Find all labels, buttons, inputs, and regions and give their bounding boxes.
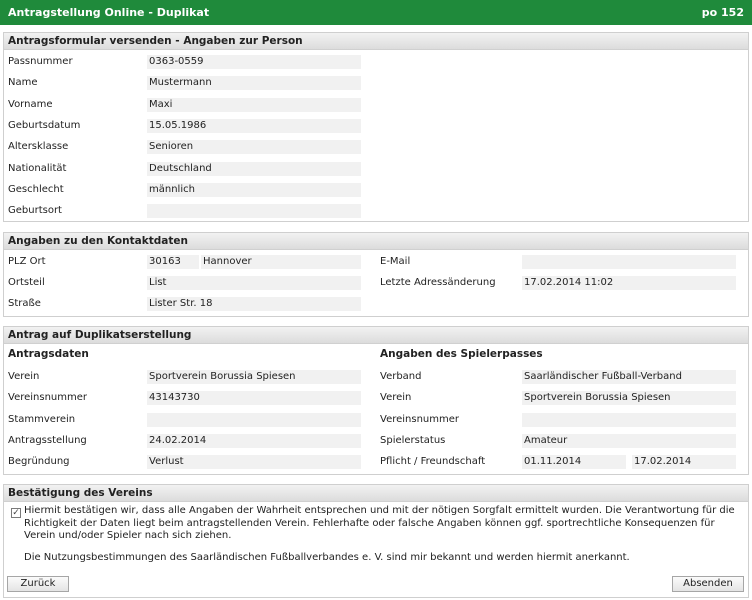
confirm-panel-title: Bestätigung des Vereins: [4, 485, 748, 502]
strasse-value: Lister Str. 18: [147, 297, 361, 311]
antrag-value-begruendung: Verlust: [147, 455, 361, 469]
strasse-row: [4, 297, 750, 311]
antrag-label-antragsstellung: Antragsstellung: [8, 434, 87, 446]
antrag-label-verein: Verein: [8, 371, 40, 382]
antrag-panel: [3, 326, 749, 475]
person-value-geburtsort: [147, 204, 361, 218]
antrag-label-stammverein: Stammverein: [8, 413, 76, 425]
confirm-text: Hiermit bestätigen wir, dass alle Angaben der Wahrheit entsprechen und mit der nötigen Sorgfalt ermittelt wurden. Die Verantwortung für die Richtigkeit der Daten liegt beim antragstellenden Verein. Fehlerhafte oder falsche Angaben können ggf. sportrechtliche Konsequenzen für Verein und/oder Spieler nach sich ziehen.: [24, 505, 735, 541]
person-value-geburtsdatum: 15.05.1986: [147, 119, 361, 133]
antrag-value-antragsstellung: 24.02.2014: [147, 434, 361, 448]
ortsteil-value: List: [147, 276, 361, 290]
confirm-panel: [3, 484, 749, 598]
spielerpass-label-verband: Verband: [380, 371, 422, 382]
page-title: Antragstellung Online - Duplikat: [8, 6, 210, 19]
spielerpass-row-verband: [4, 370, 750, 384]
terms-text: Die Nutzungsbestimmungen des Saarländischen Fußballverbandes e. V. sind mir bekannt und werden hiermit anerkannt.: [24, 552, 630, 563]
adressaenderung-value: 17.02.2014 11:02: [522, 276, 736, 290]
spielerpass-row-verein: [4, 391, 750, 405]
antrag-label-begruendung: Begründung: [8, 456, 70, 468]
person-panel-title: Antragsformular versenden - Angaben zur Person: [4, 33, 748, 50]
person-row-vorname: [4, 98, 750, 112]
person-row-altersklasse: [4, 140, 750, 154]
email-value: [522, 255, 736, 269]
antrag-value-vereinsnummer: 43143730: [147, 391, 361, 405]
person-row-name: [4, 76, 750, 90]
person-label-vorname: Vorname: [8, 98, 53, 110]
spielerpass-value-verband: Saarländischer Fußball-Verband: [522, 370, 736, 384]
spielerpass-label-spielerstatus: Spielerstatus: [380, 434, 446, 446]
ortsteil-label: Ortsteil: [8, 277, 45, 288]
spielerpass-label-vereinsnummer: Vereinsnummer: [380, 413, 460, 425]
person-label-altersklasse: Altersklasse: [8, 141, 69, 153]
contact-panel-title: Angaben zu den Kontaktdaten: [4, 233, 748, 250]
spielerpass-row-spielerstatus: [4, 434, 750, 448]
person-label-passnummer: Passnummer: [8, 56, 73, 67]
antrag-value-verein: Sportverein Borussia Spiesen: [147, 370, 361, 384]
freundschaft-date: 17.02.2014: [632, 455, 736, 469]
person-panel: [3, 32, 749, 222]
spielerpass-value-vereinsnummer: [522, 413, 736, 427]
email-label: E-Mail: [380, 256, 411, 267]
title-bar: [0, 0, 752, 25]
ortsteil-row: [4, 276, 750, 290]
plz-value: 30163: [147, 255, 199, 269]
back-button[interactable]: Zurück: [7, 576, 69, 592]
spielerpass-heading: Angaben des Spielerpasses: [380, 348, 543, 360]
contact-panel: [3, 232, 749, 317]
person-row-geschlecht: [4, 183, 750, 197]
adressaenderung-label: Letzte Adressänderung: [380, 277, 496, 288]
person-row-passnummer: [4, 55, 750, 69]
plz-row: [4, 255, 750, 269]
spielerpass-label-verein: Verein: [380, 392, 412, 404]
person-value-name: Mustermann: [147, 76, 361, 90]
pflicht-label: Pflicht / Freundschaft: [380, 456, 486, 467]
person-row-geburtsort: [4, 204, 750, 218]
spielerpass-value-verein: Sportverein Borussia Spiesen: [522, 391, 736, 405]
strasse-label: Straße: [8, 298, 41, 309]
person-value-passnummer: 0363-0559: [147, 55, 361, 69]
person-label-geschlecht: Geschlecht: [8, 183, 64, 195]
person-label-nationalitaet: Nationalität: [8, 162, 67, 174]
confirm-checkbox[interactable]: ✓: [12, 508, 20, 518]
pflicht-row: [4, 455, 750, 469]
person-value-altersklasse: Senioren: [147, 140, 361, 154]
antragsdaten-heading: Antragsdaten: [8, 348, 89, 360]
person-row-nationalitaet: [4, 162, 750, 176]
plz-label: PLZ Ort: [8, 256, 46, 267]
person-row-geburtsdatum: [4, 119, 750, 133]
person-label-name: Name: [8, 77, 38, 89]
antrag-panel-title: Antrag auf Duplikatserstellung: [4, 327, 748, 344]
spielerpass-row-vereinsnummer: [4, 413, 750, 427]
antrag-label-vereinsnummer: Vereinsnummer: [8, 392, 88, 404]
person-value-vorname: Maxi: [147, 98, 361, 112]
page-code: po 152: [701, 6, 744, 19]
pflicht-date: 01.11.2014: [522, 455, 626, 469]
send-button[interactable]: Absenden: [672, 576, 744, 592]
person-value-nationalitaet: Deutschland: [147, 162, 361, 176]
spielerpass-value-spielerstatus: Amateur: [522, 434, 736, 448]
ort-value: Hannover: [201, 255, 361, 269]
person-value-geschlecht: männlich: [147, 183, 361, 197]
person-label-geburtsdatum: Geburtsdatum: [8, 119, 81, 131]
person-label-geburtsort: Geburtsort: [8, 205, 62, 217]
